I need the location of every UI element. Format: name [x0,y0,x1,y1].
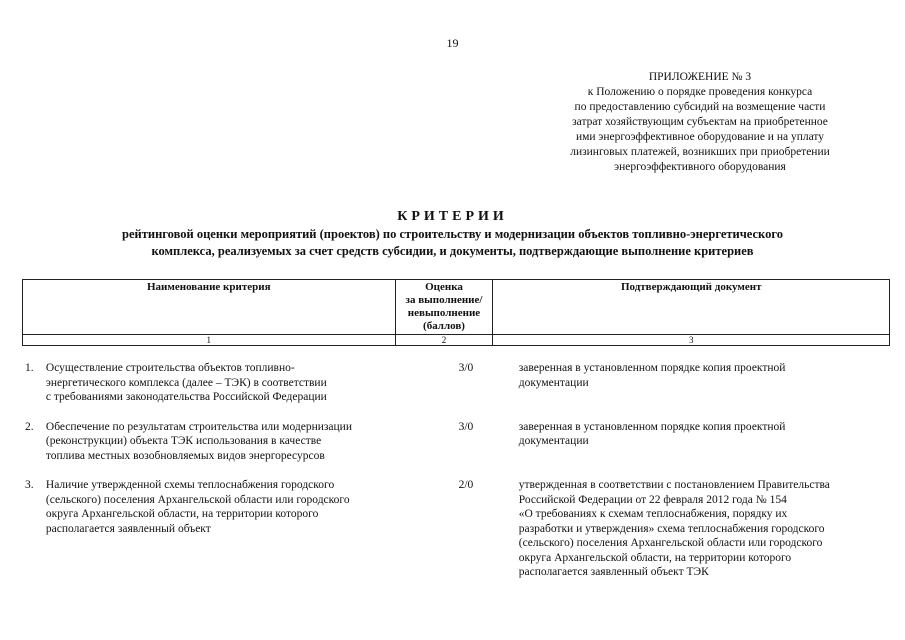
criterion-score: 3/0 [458,420,474,433]
row-number: 3. [25,479,34,491]
appendix-line: по предоставлению субсидий на возмещение части [574,101,826,113]
header-criterion-name: Наименование критерия [23,280,396,335]
supporting-document: утвержденная в соответствии с постановлением Правительства Российской Федерации от 22 февраля 2012 года № 154 «О требованиях к схемам теплоснабжения, порядку их разработки и утверждения» схема теплоснабжения городского (сельского) поселения Архангельской области или городского округа Архангельской области, на территории которого располагается заявленный объект ТЭК [518,479,830,578]
criterion-score: 3/0 [458,362,474,374]
criterion-name: Осуществление строительства объектов топливно- энергетического комплекса (далее – ТЭК) в соответствии с требованиями законодательства Российской Федерации [45,362,327,403]
appendix-block [520,70,880,175]
row-number: 1. [25,362,34,374]
appendix-line: лизинговых платежей, возникших при приобретении [570,146,830,158]
page-number: 19 [446,36,459,50]
column-number: 3 [493,335,890,346]
table-row [22,361,890,405]
heading-title: КРИТЕРИИ [397,209,508,224]
supporting-document: заверенная в установленном порядке копия проектной документации [518,362,786,389]
appendix-line: к Положению о порядке проведения конкурса [587,86,813,98]
column-number: 2 [395,335,493,346]
header-supporting-document: Подтверждающий документ [493,280,890,335]
criterion-score: 2/0 [458,479,474,491]
supporting-document: заверенная в установленном порядке копия проектной документации [518,420,786,447]
header-score: Оценка за выполнение/ невыполнение (баллов) [395,280,493,335]
document-heading [0,208,905,260]
criterion-name: Обеспечение по результатам строительства или модернизации (реконструкции) объекта ТЭК использования в качестве топлива местных возобновляемых видов энергоресурсов [45,420,352,462]
column-number: 1 [23,335,396,346]
appendix-line: ими энергоэффективное оборудование и на уплату [575,131,825,143]
criterion-name: Наличие утвержденной схемы теплоснабжения городского (сельского) поселения Архангельской области или городского округа Архангельской области, на территории которого располагается заявленный объект [45,479,350,535]
criteria-table-header [22,279,890,346]
heading-subtitle-line: комплекса, реализуемых за счет средств субсидии, и документы, подтверждающие выполнение критериев [151,244,754,258]
table-row [22,478,890,580]
appendix-line: энергоэффективного оборудования [614,161,786,173]
table-row [22,420,890,464]
row-number: 2. [25,420,34,433]
appendix-line: затрат хозяйствующим субъектам на приобретенное [572,116,828,128]
heading-subtitle-line: рейтинговой оценки мероприятий (проектов) по строительству и модернизации объектов топливно-энергетического [122,227,783,241]
appendix-line: ПРИЛОЖЕНИЕ № 3 [648,71,752,83]
criteria-rows [22,361,890,595]
